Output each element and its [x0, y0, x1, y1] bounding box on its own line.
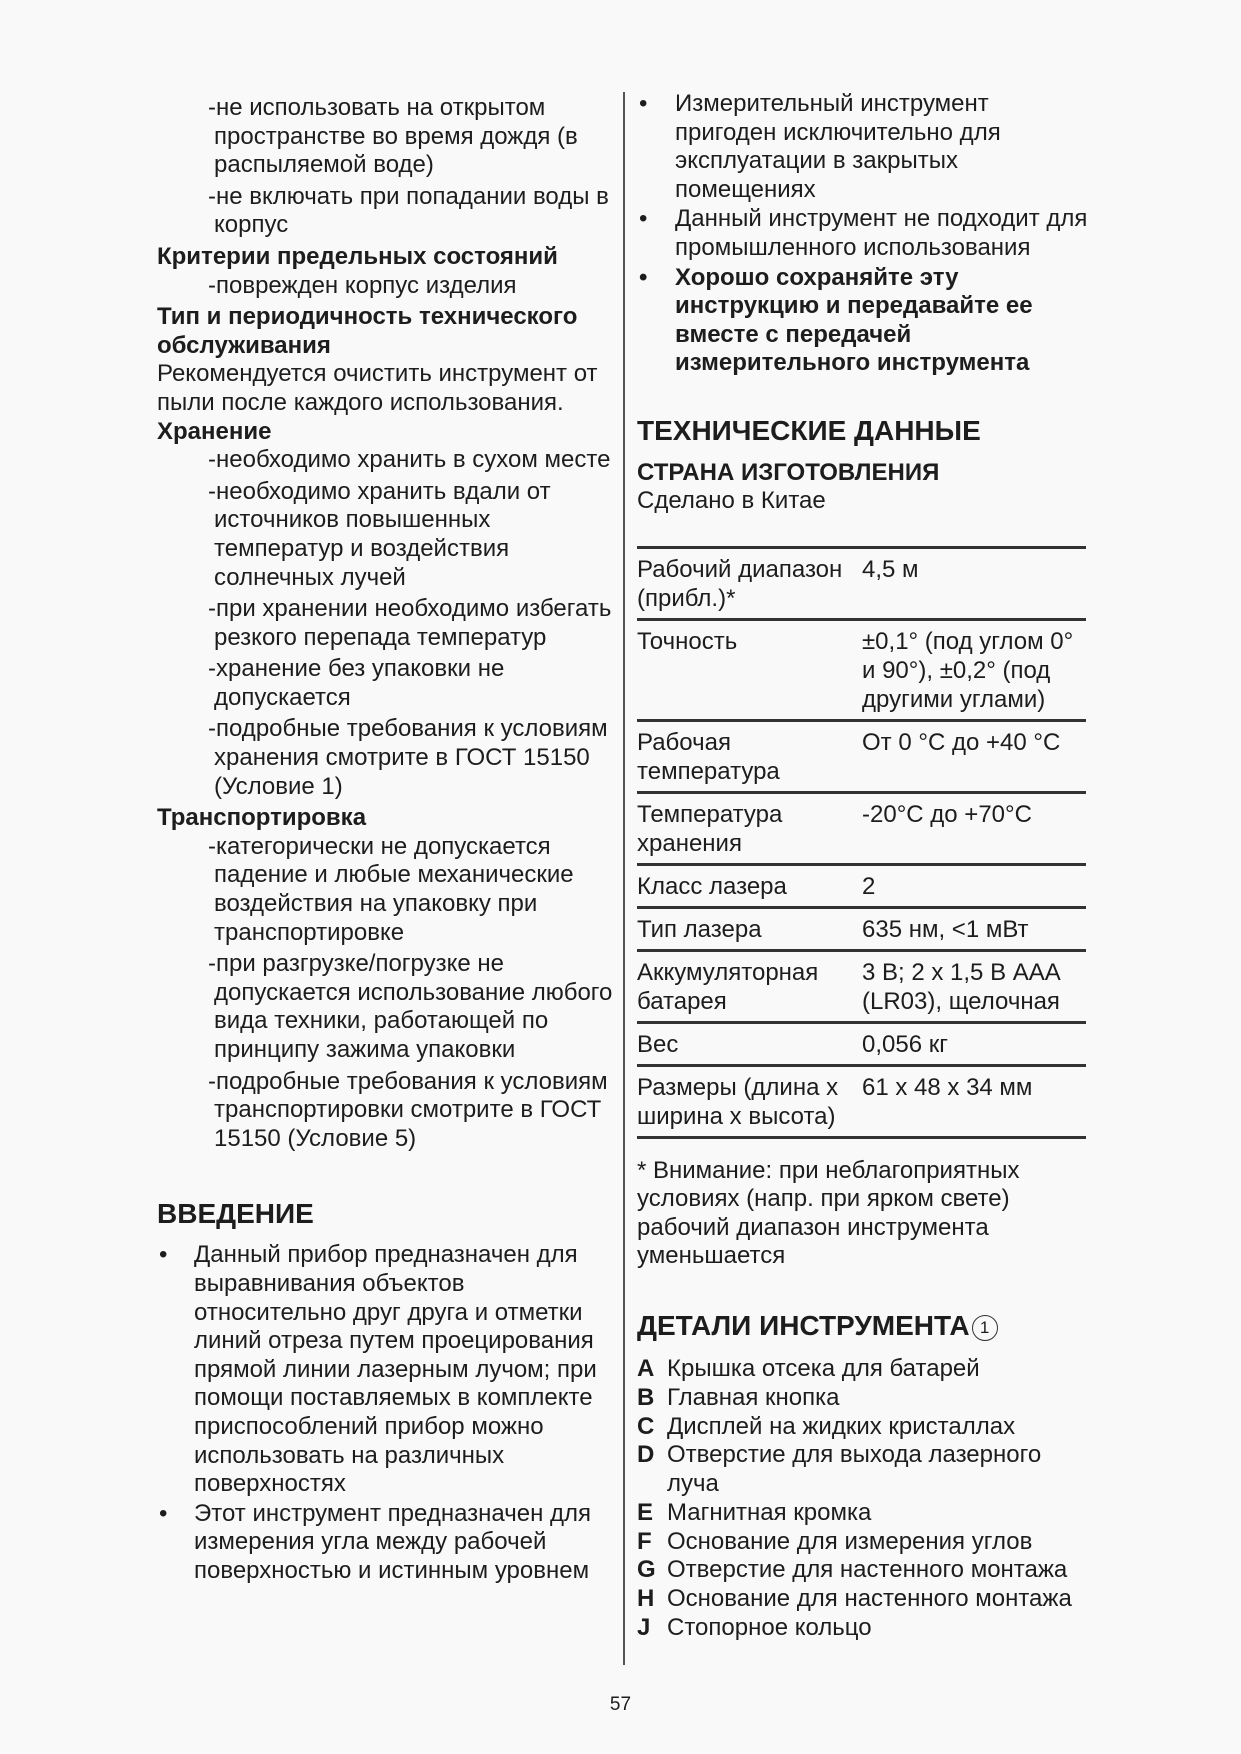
list-item: [637, 1355, 1089, 1384]
parts-heading-text: ДЕТАЛИ ИНСТРУМЕНТА: [637, 1309, 970, 1341]
spec-label: Рабочая температура: [637, 720, 862, 792]
spec-label: Класс лазера: [637, 864, 862, 907]
table-row: [637, 1022, 1086, 1065]
table-row: [637, 1065, 1086, 1137]
spec-value: 2: [862, 864, 1086, 907]
part-text: Магнитная кромка: [667, 1498, 872, 1526]
part-text: Дисплей на жидких кристаллах: [667, 1412, 1016, 1440]
tech-data-heading: ТЕХНИЧЕСКИЕ ДАННЫЕ: [637, 414, 981, 446]
service-text: Рекомендуется очистить инструмент от пыли после каждого использования.: [157, 360, 598, 416]
table-row: [637, 864, 1086, 907]
list-item: [637, 1556, 1089, 1585]
bullet-text: Измерительный инструмент пригоден исключительно для эксплуатации в закрытых помещениях: [675, 90, 1001, 203]
table-row: [637, 547, 1086, 619]
intro-heading: ВВЕДЕНИЕ: [157, 1198, 314, 1230]
bullet-icon: •: [159, 1241, 168, 1269]
part-text: Крышка отсека для батарей: [667, 1354, 980, 1382]
bullet-item: [637, 205, 1089, 262]
list-item: -при хранении необходимо избегать резкого перепада температур: [208, 595, 612, 651]
bullet-text-bold: Хорошо сохраняйте эту инструкцию и передавайте ее вместе с передачей измерительного инструмента: [675, 263, 1033, 377]
spec-value: 635 нм, <1 мВт: [862, 907, 1086, 950]
table-row: [637, 619, 1086, 720]
spec-table: [637, 546, 1086, 1139]
list-item: -при разгрузке/погрузке не допускается использование любого вида техники, работающей по принципу зажима упаковки: [208, 950, 613, 1063]
range-note: * Внимание: при неблагоприятных условиях (напр. при ярком свете) рабочий диапазон инструмента уменьшается: [637, 1156, 1020, 1270]
spec-label: Точность: [637, 619, 862, 720]
country-heading: СТРАНА ИЗГОТОВЛЕНИЯ: [637, 458, 940, 486]
bullet-icon: •: [639, 90, 648, 117]
list-item: [637, 1413, 1089, 1442]
list-item: -поврежден корпус изделия: [208, 271, 517, 299]
part-text: Основание для измерения углов: [667, 1527, 1033, 1555]
part-key: B: [637, 1383, 655, 1411]
storage-heading: Хранение: [157, 417, 272, 445]
list-item: -подробные требования к условиям транспортировки смотрите в ГОСТ 15150 (Условие 5): [208, 1067, 608, 1152]
spec-label: Размеры (длина x ширина x высота): [637, 1065, 862, 1137]
list-item: [637, 1499, 1089, 1528]
spec-value: ±0,1° (под углом 0° и 90°), ±0,2° (под другими углами): [862, 619, 1086, 720]
bullet-text: Этот инструмент предназначен для измерения угла между рабочей поверхностью и истинным уровнем: [194, 1499, 592, 1584]
bullet-item: [637, 264, 1089, 378]
table-row: [637, 907, 1086, 950]
spec-label: Тип лазера: [637, 907, 862, 950]
page-number: 57: [609, 1694, 632, 1715]
part-key: A: [637, 1354, 655, 1382]
spec-value: От 0 °С до +40 °С: [862, 720, 1086, 792]
bullet-icon: •: [639, 263, 648, 291]
spec-label: Аккумуляторная батарея: [637, 950, 862, 1022]
list-item: [637, 1384, 1089, 1413]
spec-label: Вес: [637, 1022, 862, 1065]
table-row: [637, 720, 1086, 792]
part-key: G: [637, 1556, 656, 1584]
spec-value: -20°С до +70°С: [862, 792, 1086, 864]
part-text: Отверстие для выхода лазерного луча: [667, 1441, 1042, 1498]
spec-value: 4,5 м: [862, 547, 1086, 619]
list-item: -необходимо хранить вдали от источников повышенных температур и воздействия солнечных лучей: [208, 477, 551, 591]
spec-label: Рабочий диапазон (прибл.)*: [637, 547, 862, 619]
list-item: [637, 1585, 1089, 1614]
bullet-text: Данный прибор предназначен для выравнивания объектов относительно друг друга и отметки линий отреза путем проецирования прямой линии лазерным лучом; при помощи поставляемых в комплекте приспособлений прибор можно использовать на различных поверхностях: [194, 1241, 597, 1498]
column-divider: [623, 92, 625, 1665]
part-text: Стопорное кольцо: [667, 1614, 872, 1642]
part-text: Основание для настенного монтажа: [667, 1585, 1072, 1613]
list-item: [637, 1614, 1089, 1643]
spec-value: 61 x 48 x 34 мм: [862, 1065, 1086, 1137]
parts-heading: [637, 1309, 1089, 1343]
parts-list: [637, 1355, 1089, 1643]
list-item: -не использовать на открытом пространстве во время дождя (в распыляемой воде): [208, 94, 578, 179]
figure-number-icon: 1: [972, 1315, 998, 1341]
list-item: -не включать при попадании воды в корпус: [208, 182, 609, 239]
list-item: [637, 1441, 1089, 1499]
country-text: Сделано в Китае: [637, 486, 826, 514]
list-item: -подробные требования к условиям хранения смотрите в ГОСТ 15150 (Условие 1): [208, 715, 608, 800]
table-row: [637, 950, 1086, 1022]
list-item: [637, 1528, 1089, 1557]
table-row: [637, 792, 1086, 864]
list-item: -категорически не допускается падение и любые механические воздействия на упаковку при транспортировке: [208, 832, 574, 946]
bullet-icon: •: [159, 1499, 168, 1527]
part-key: J: [637, 1614, 651, 1642]
bullet-item: [637, 90, 1089, 204]
bullet-item: [157, 1500, 619, 1586]
part-key: H: [637, 1585, 655, 1613]
part-text: Главная кнопка: [667, 1383, 840, 1411]
left-column: [157, 94, 619, 1587]
list-item: -необходимо хранить в сухом месте: [208, 446, 611, 474]
part-key: D: [637, 1441, 655, 1469]
criteria-heading: Критерии предельных состояний: [157, 242, 558, 270]
right-column: [637, 90, 1089, 1643]
transport-heading: Транспортировка: [157, 804, 367, 832]
part-key: C: [637, 1412, 655, 1440]
bullet-text: Данный инструмент не подходит для промышленного использования: [675, 205, 1088, 261]
spec-value: 3 В; 2 x 1,5 В AAA (LR03), щелочная: [862, 950, 1086, 1022]
bullet-icon: •: [639, 205, 648, 233]
list-item: -хранение без упаковки не допускается: [208, 655, 505, 711]
part-text: Отверстие для настенного монтажа: [667, 1556, 1068, 1584]
bullet-item: [157, 1241, 619, 1498]
service-heading: Тип и периодичность технического обслуживания: [157, 303, 578, 359]
spec-value: 0,056 кг: [862, 1022, 1086, 1065]
part-key: E: [637, 1498, 654, 1526]
part-key: F: [637, 1527, 652, 1555]
spec-label: Температура хранения: [637, 792, 862, 864]
